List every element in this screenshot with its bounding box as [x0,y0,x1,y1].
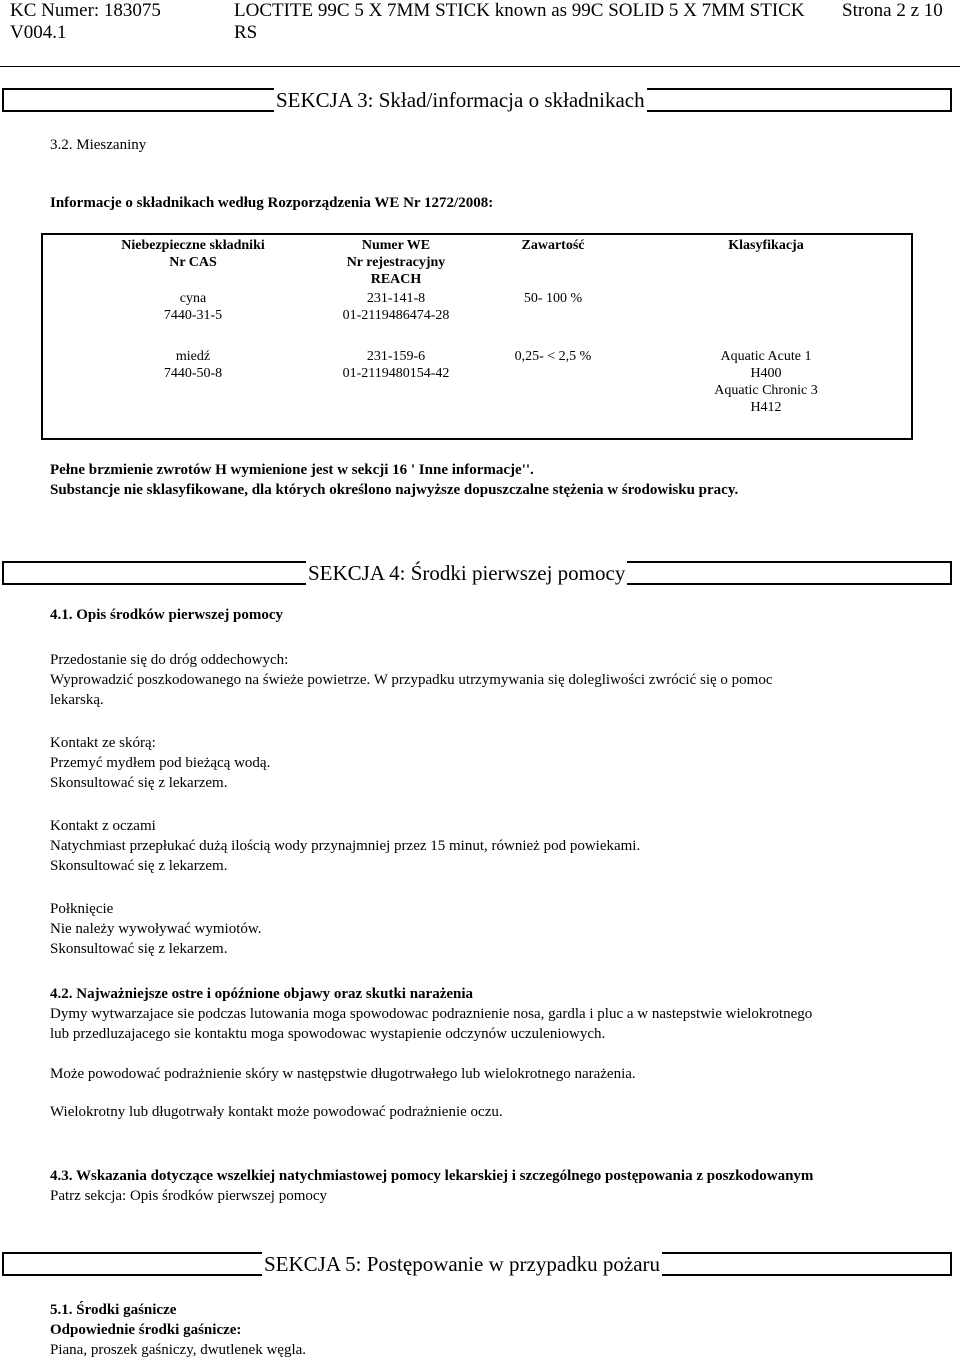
symptoms-text-4: Wielokrotny lub długotrwały kontakt może powodować podrażnienie oczu. [50,1104,503,1120]
section4-sub1: 4.1. Opis środków pierwszej pomocy [50,607,284,623]
col-header-ingredient-line1: Niebezpieczne składniki [121,238,265,253]
inhalation-text-2: lekarską. [50,692,104,708]
section3-title: SEKCJA 3: Skład/informacja o składnikach [276,88,645,112]
section4-sub2: 4.2. Najważniejsze ostre i opóźnione objawy oraz skutki narażenia [50,986,474,1002]
section3-subheading: 3.2. Mieszaniny [50,137,147,153]
swallow-text-2: Skonsultować się z lekarzem. [50,941,228,957]
swallow-title: Połknięcie [50,901,114,917]
row2-content-value: 0,25- < 2,5 % [514,349,592,364]
suitable-media-title: Odpowiednie środki gaśnicze: [50,1322,242,1338]
product-name: LOCTITE 99C 5 X 7MM STICK known as 99C SOLID 5 X 7MM STICK [234,0,805,21]
skin-title: Kontakt ze skórą: [50,735,156,751]
row2-we [326,348,466,382]
kc-number: KC Numer: 183075 [10,0,161,21]
suitable-media-text: Piana, proszek gaśniczy, dwutlenek węgla. [50,1342,307,1358]
section3-info: Informacje o składnikach według Rozporządzenia WE Nr 1272/2008: [50,195,494,211]
col-header-classification-line1: Klasyfikacja [728,238,804,253]
row1-content-value: 50- 100 % [523,291,583,306]
row1-we [326,290,466,324]
row1-content [493,290,613,307]
row2-class-line1: Aquatic Acute 1 [720,349,812,364]
ingredients-table [41,233,913,440]
section4-sub3: 4.3. Wskazania dotyczące wszelkiej natychmiastowej pomocy lekarskiej i szczególnego postępowania z poszkodowanym [50,1168,814,1184]
section5-title: SEKCJA 5: Postępowanie w przypadku pożaru [264,1252,661,1276]
symptoms-text-1: Dymy wytwarzajace sie podczas lutowania moga spowodowac podraznienie nosa, gardla i pluc a w nastepstwie wielokrotnego [50,1006,813,1022]
page-number: Strona 2 z 10 [842,0,943,21]
row2-class-line4: H412 [750,400,782,415]
row1-reach-number: 01-2119486474-28 [342,308,450,323]
eye-title: Kontakt z oczami [50,818,156,834]
header-divider [0,66,960,67]
row2-ingredient-name: miedź [175,349,211,364]
col-header-we-line2: Nr rejestracyjny [346,255,446,270]
col-header-we-line1: Numer WE [361,238,431,253]
skin-text-2: Skonsultować się z lekarzem. [50,775,228,791]
col-header-we [326,237,466,288]
skin-text-1: Przemyć mydłem pod bieżącą wodą. [50,755,271,771]
row2-class-line3: Aquatic Chronic 3 [714,383,818,398]
col-header-ingredient-line2: Nr CAS [169,255,217,270]
exposure-limits-note: Substancje nie sklasyfikowane, dla których określono najwyższe dopuszczalne stężenia w środowisku pracy. [50,482,739,498]
row1-ingredient-name: cyna [179,291,207,306]
symptoms-text-2: lub przedluzajacego sie kontaktu moga spowodowac wystapienie odczynów uczuleniowych. [50,1026,606,1042]
product-name-suffix: RS [234,22,258,43]
col-header-classification [691,237,841,254]
product-name-block [234,0,805,44]
row1-ingredient [93,290,293,324]
swallow-text-1: Nie należy wywoływać wymiotów. [50,921,262,937]
row1-cas: 7440-31-5 [163,308,223,323]
row2-cas: 7440-50-8 [163,366,223,381]
col-header-ingredient [93,237,293,271]
row2-class-line2: H400 [750,366,782,381]
doc-number-block [10,0,161,44]
eye-text-1: Natychmiast przepłukać dużą ilością wody przynajmniej przez 15 minut, również pod powiekami. [50,838,641,854]
row2-ingredient [93,348,293,382]
version: V004.1 [10,22,67,43]
row1-we-number: 231-141-8 [366,291,426,306]
row2-content [493,348,613,365]
section4-sub3-text: Patrz sekcja: Opis środków pierwszej pomocy [50,1188,328,1204]
section4-title: SEKCJA 4: Środki pierwszej pomocy [308,561,626,585]
eye-text-2: Skonsultować się z lekarzem. [50,858,228,874]
symptoms-text-3: Może powodować podrażnienie skóry w następstwie długotrwałego lub wielokrotnego narażenia. [50,1066,636,1082]
row2-we-number: 231-159-6 [366,349,426,364]
section5-sub1: 5.1. Środki gaśnicze [50,1302,177,1318]
inhalation-title: Przedostanie się do dróg oddechowych: [50,652,289,668]
row2-classification [691,348,841,416]
inhalation-text-1: Wyprowadzić poszkodowanego na świeże powietrze. W przypadku utrzymywania się dolegliwości zwrócić się o pomoc [50,672,773,688]
col-header-content-line1: Zawartość [521,238,585,253]
h-phrases-note: Pełne brzmienie zwrotów H wymienione jest w sekcji 16 ' Inne informacje''. [50,462,534,478]
row2-reach-number: 01-2119480154-42 [342,366,450,381]
col-header-we-line3: REACH [370,272,422,287]
col-header-content [493,237,613,254]
